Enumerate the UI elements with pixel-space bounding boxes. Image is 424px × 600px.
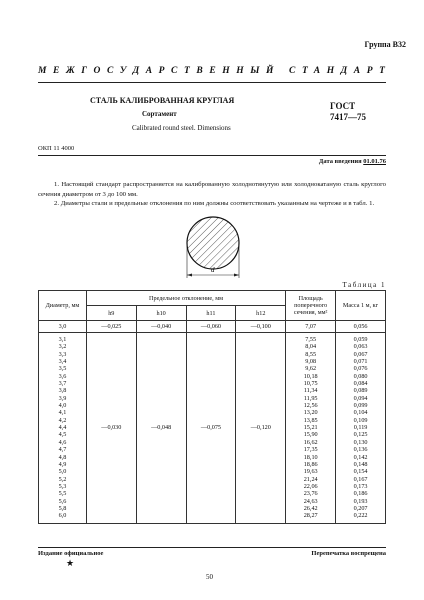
cell-h10: —0,048 — [136, 333, 186, 524]
diameter-label: d — [211, 266, 215, 274]
english-title: Calibrated round steel. Dimensions — [132, 124, 231, 132]
header-mass: Масса 1 м, кг — [336, 291, 386, 321]
page-number: 50 — [206, 573, 213, 581]
cell-h9: —0,030 — [86, 333, 136, 524]
gost-number: 7417—75 — [330, 112, 366, 122]
standard-header: МЕЖГОСУДАРСТВЕННЫЙ СТАНДАРТ — [38, 66, 392, 76]
cell-masses: 0,059 0,063 0,067 0,071 0,076 0,080 0,084 0,089 0,094 0,099 0,104 0,109 0,119 0,125 0,130 0,136 0,142 0,148 0,154 0,167 0,173 0,186 0,193 0,207 0,222 — [336, 333, 386, 524]
header-h11: h11 — [186, 306, 236, 321]
header-h12: h12 — [236, 306, 286, 321]
header-rule — [38, 82, 386, 83]
gost-label: ГОСТ — [330, 101, 356, 111]
okp-rule — [38, 155, 386, 156]
cell-h12: —0,120 — [236, 333, 286, 524]
hatched-circle — [187, 217, 239, 269]
effective-date — [319, 158, 386, 165]
cell-diameters: 3,1 3,2 3,3 3,4 3,5 3,6 3,7 3,8 3,9 4,0 4,1 4,2 4,4 4,5 4,6 4,7 4,8 4,9 5,0 5,2 5,3 5,5 5,6 5,8 6,0 — [39, 333, 87, 524]
header-diameter: Диаметр, мм — [39, 291, 87, 321]
date-label: Дата введения — [318, 158, 362, 165]
official-edition: Издание официальное — [38, 550, 104, 557]
cell-diameter: 3,0 — [39, 321, 87, 333]
date-value: 01.01.76 — [363, 158, 386, 165]
footer-rule — [38, 547, 386, 548]
cell-h12: —0,100 — [236, 321, 286, 333]
cell-h11: —0,075 — [186, 333, 236, 524]
header-h9: h9 — [86, 306, 136, 321]
table-caption: Таблица 1 — [342, 281, 386, 289]
document-subtitle: Сортамент — [142, 110, 177, 118]
cell-h9: —0,025 — [86, 321, 136, 333]
gost-block — [330, 101, 366, 123]
header-area: Площадь поперечного сечения, мм² — [286, 291, 336, 321]
table-row — [39, 321, 386, 333]
cell-area: 7,07 — [286, 321, 336, 333]
dimensions-table — [38, 290, 386, 524]
document-title: СТАЛЬ КАЛИБРОВАННАЯ КРУГЛАЯ — [90, 96, 235, 105]
table-row-group — [39, 333, 386, 524]
cell-mass: 0,056 — [336, 321, 386, 333]
star-icon: ★ — [66, 558, 75, 568]
group-code: Группа В32 — [364, 40, 406, 49]
round-section-drawing — [165, 214, 265, 284]
reprint-notice: Перепечатка воспрещена — [311, 550, 386, 557]
cell-h11: —0,060 — [186, 321, 236, 333]
paragraph-1: 1. Настоящий стандарт распространяется на калиброванную холоднотянутую или холоднокатаную сталь круглого сечения диаметром от 3 до 100 мм. — [38, 181, 386, 198]
paragraph-2: 2. Диаметры стали и предельные отклонения по ним должны соответствовать указанным на чертеже и в табл. 1. — [54, 200, 375, 207]
header-h10: h10 — [136, 306, 186, 321]
cell-areas: 7,55 8,04 8,55 9,08 9,62 10,18 10,75 11,34 11,95 12,56 13,20 13,85 15,21 15,90 16,62 17,35 18,10 18,86 19,63 21,24 22,06 23,76 24,63 26,42 28,27 — [286, 333, 336, 524]
okp-code: ОКП 11 4000 — [38, 145, 75, 152]
cell-h10: —0,040 — [136, 321, 186, 333]
header-deviation: Предельное отклонение, мм — [86, 291, 285, 306]
